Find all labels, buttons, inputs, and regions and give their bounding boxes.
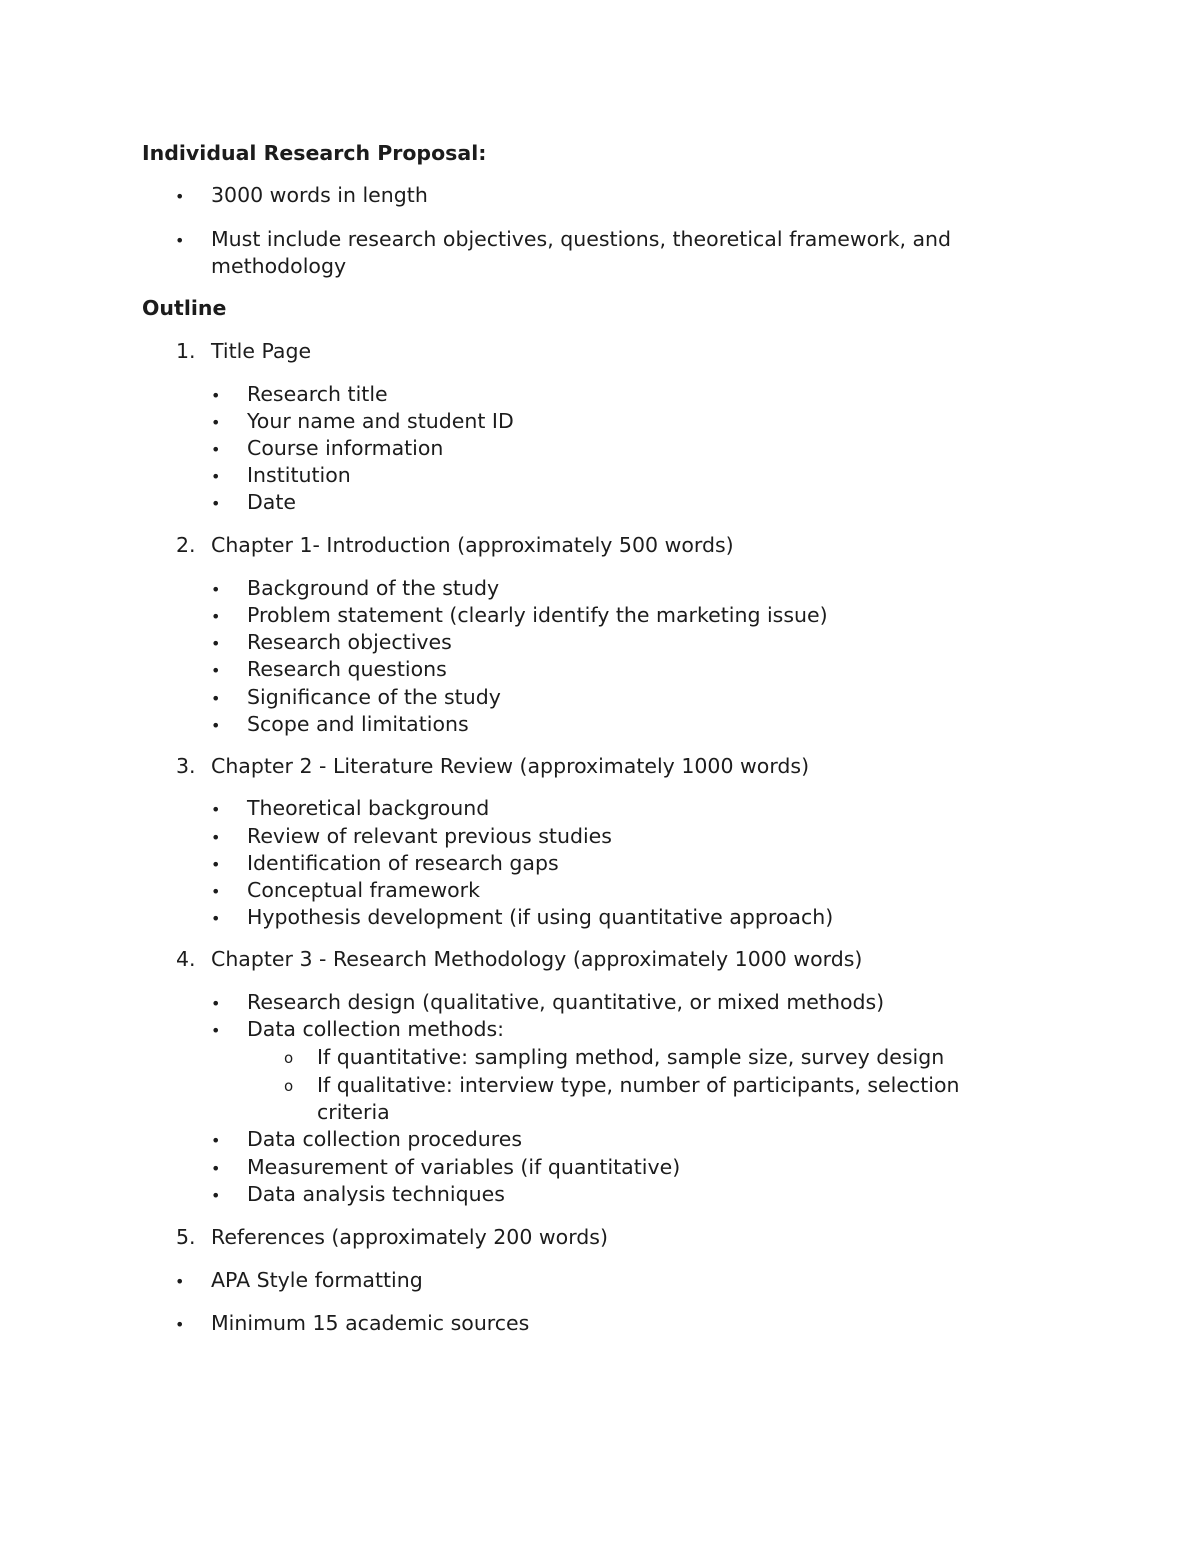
section-4-item-5: Data analysis techniques <box>247 1182 505 1206</box>
intro-bullet-1: 3000 words in length <box>211 183 428 207</box>
bullet-icon: • <box>211 909 221 928</box>
section-4-subitem-2-cont: criteria <box>317 1100 390 1124</box>
section-4-number: 4. <box>176 947 196 971</box>
intro-bullet-2-cont: methodology <box>211 254 347 278</box>
bullet-icon: • <box>211 580 221 599</box>
bullet-icon: • <box>211 1021 221 1040</box>
bullet-icon: • <box>211 800 221 819</box>
bullet-icon: • <box>211 882 221 901</box>
section-1-item-5: Date <box>247 490 296 514</box>
section-3-item-4: Conceptual framework <box>247 878 480 902</box>
bullet-icon: • <box>175 187 185 206</box>
intro-bullet-2: Must include research objectives, questions, theoretical framework, and <box>211 227 952 251</box>
section-1-item-3: Course information <box>247 436 444 460</box>
section-4-subitem-2: If qualitative: interview type, number of participants, selection <box>317 1073 960 1097</box>
section-2-item-3: Research objectives <box>247 630 452 654</box>
section-3-item-5: Hypothesis development (if using quantitative approach) <box>247 905 834 929</box>
section-2-item-2: Problem statement (clearly identify the marketing issue) <box>247 603 828 627</box>
section-3-item-3: Identification of research gaps <box>247 851 559 875</box>
bullet-icon: • <box>211 716 221 735</box>
document-heading: Individual Research Proposal: <box>142 141 487 165</box>
bullet-icon: • <box>175 1272 185 1291</box>
section-2-item-4: Research questions <box>247 657 447 681</box>
bullet-icon: • <box>211 467 221 486</box>
section-2-item-5: Significance of the study <box>247 685 501 709</box>
section-4-item-1: Research design (qualitative, quantitative, or mixed methods) <box>247 990 885 1014</box>
section-4-title: Chapter 3 - Research Methodology (approximately 1000 words) <box>211 947 863 971</box>
final-bullet-1: APA Style formatting <box>211 1268 423 1292</box>
bullet-icon: • <box>211 661 221 680</box>
section-4-item-4: Measurement of variables (if quantitative) <box>247 1155 681 1179</box>
bullet-icon: • <box>175 231 185 250</box>
section-2-item-6: Scope and limitations <box>247 712 469 736</box>
bullet-icon: • <box>211 440 221 459</box>
bullet-icon: • <box>211 1131 221 1150</box>
bullet-icon: • <box>211 1186 221 1205</box>
section-3-item-1: Theoretical background <box>247 796 490 820</box>
bullet-icon: • <box>211 828 221 847</box>
bullet-icon: • <box>211 386 221 405</box>
bullet-icon: • <box>211 994 221 1013</box>
section-4-subitem-1: If quantitative: sampling method, sample size, survey design <box>317 1045 945 1069</box>
bullet-icon: • <box>211 855 221 874</box>
sub-bullet-icon: o <box>284 1077 294 1095</box>
bullet-icon: • <box>211 1159 221 1178</box>
section-1-number: 1. <box>176 339 196 363</box>
bullet-icon: • <box>211 634 221 653</box>
bullet-icon: • <box>211 689 221 708</box>
section-2-item-1: Background of the study <box>247 576 500 600</box>
section-2-number: 2. <box>176 533 196 557</box>
bullet-icon: • <box>211 413 221 432</box>
section-3-number: 3. <box>176 754 196 778</box>
section-1-title: Title Page <box>211 339 312 363</box>
section-4-item-3: Data collection procedures <box>247 1127 523 1151</box>
bullet-icon: • <box>175 1315 185 1334</box>
section-1-item-2: Your name and student ID <box>247 409 514 433</box>
section-1-item-1: Research title <box>247 382 388 406</box>
outline-title: Outline <box>142 296 227 320</box>
section-1-item-4: Institution <box>247 463 351 487</box>
final-bullet-2: Minimum 15 academic sources <box>211 1311 530 1335</box>
section-4-item-2: Data collection methods: <box>247 1017 505 1041</box>
bullet-icon: • <box>211 607 221 626</box>
bullet-icon: • <box>211 494 221 513</box>
section-3-item-2: Review of relevant previous studies <box>247 824 612 848</box>
sub-bullet-icon: o <box>284 1049 294 1067</box>
section-3-title: Chapter 2 - Literature Review (approximately 1000 words) <box>211 754 810 778</box>
section-2-title: Chapter 1- Introduction (approximately 500 words) <box>211 533 734 557</box>
section-5-title: References (approximately 200 words) <box>211 1225 608 1249</box>
section-5-number: 5. <box>176 1225 196 1249</box>
